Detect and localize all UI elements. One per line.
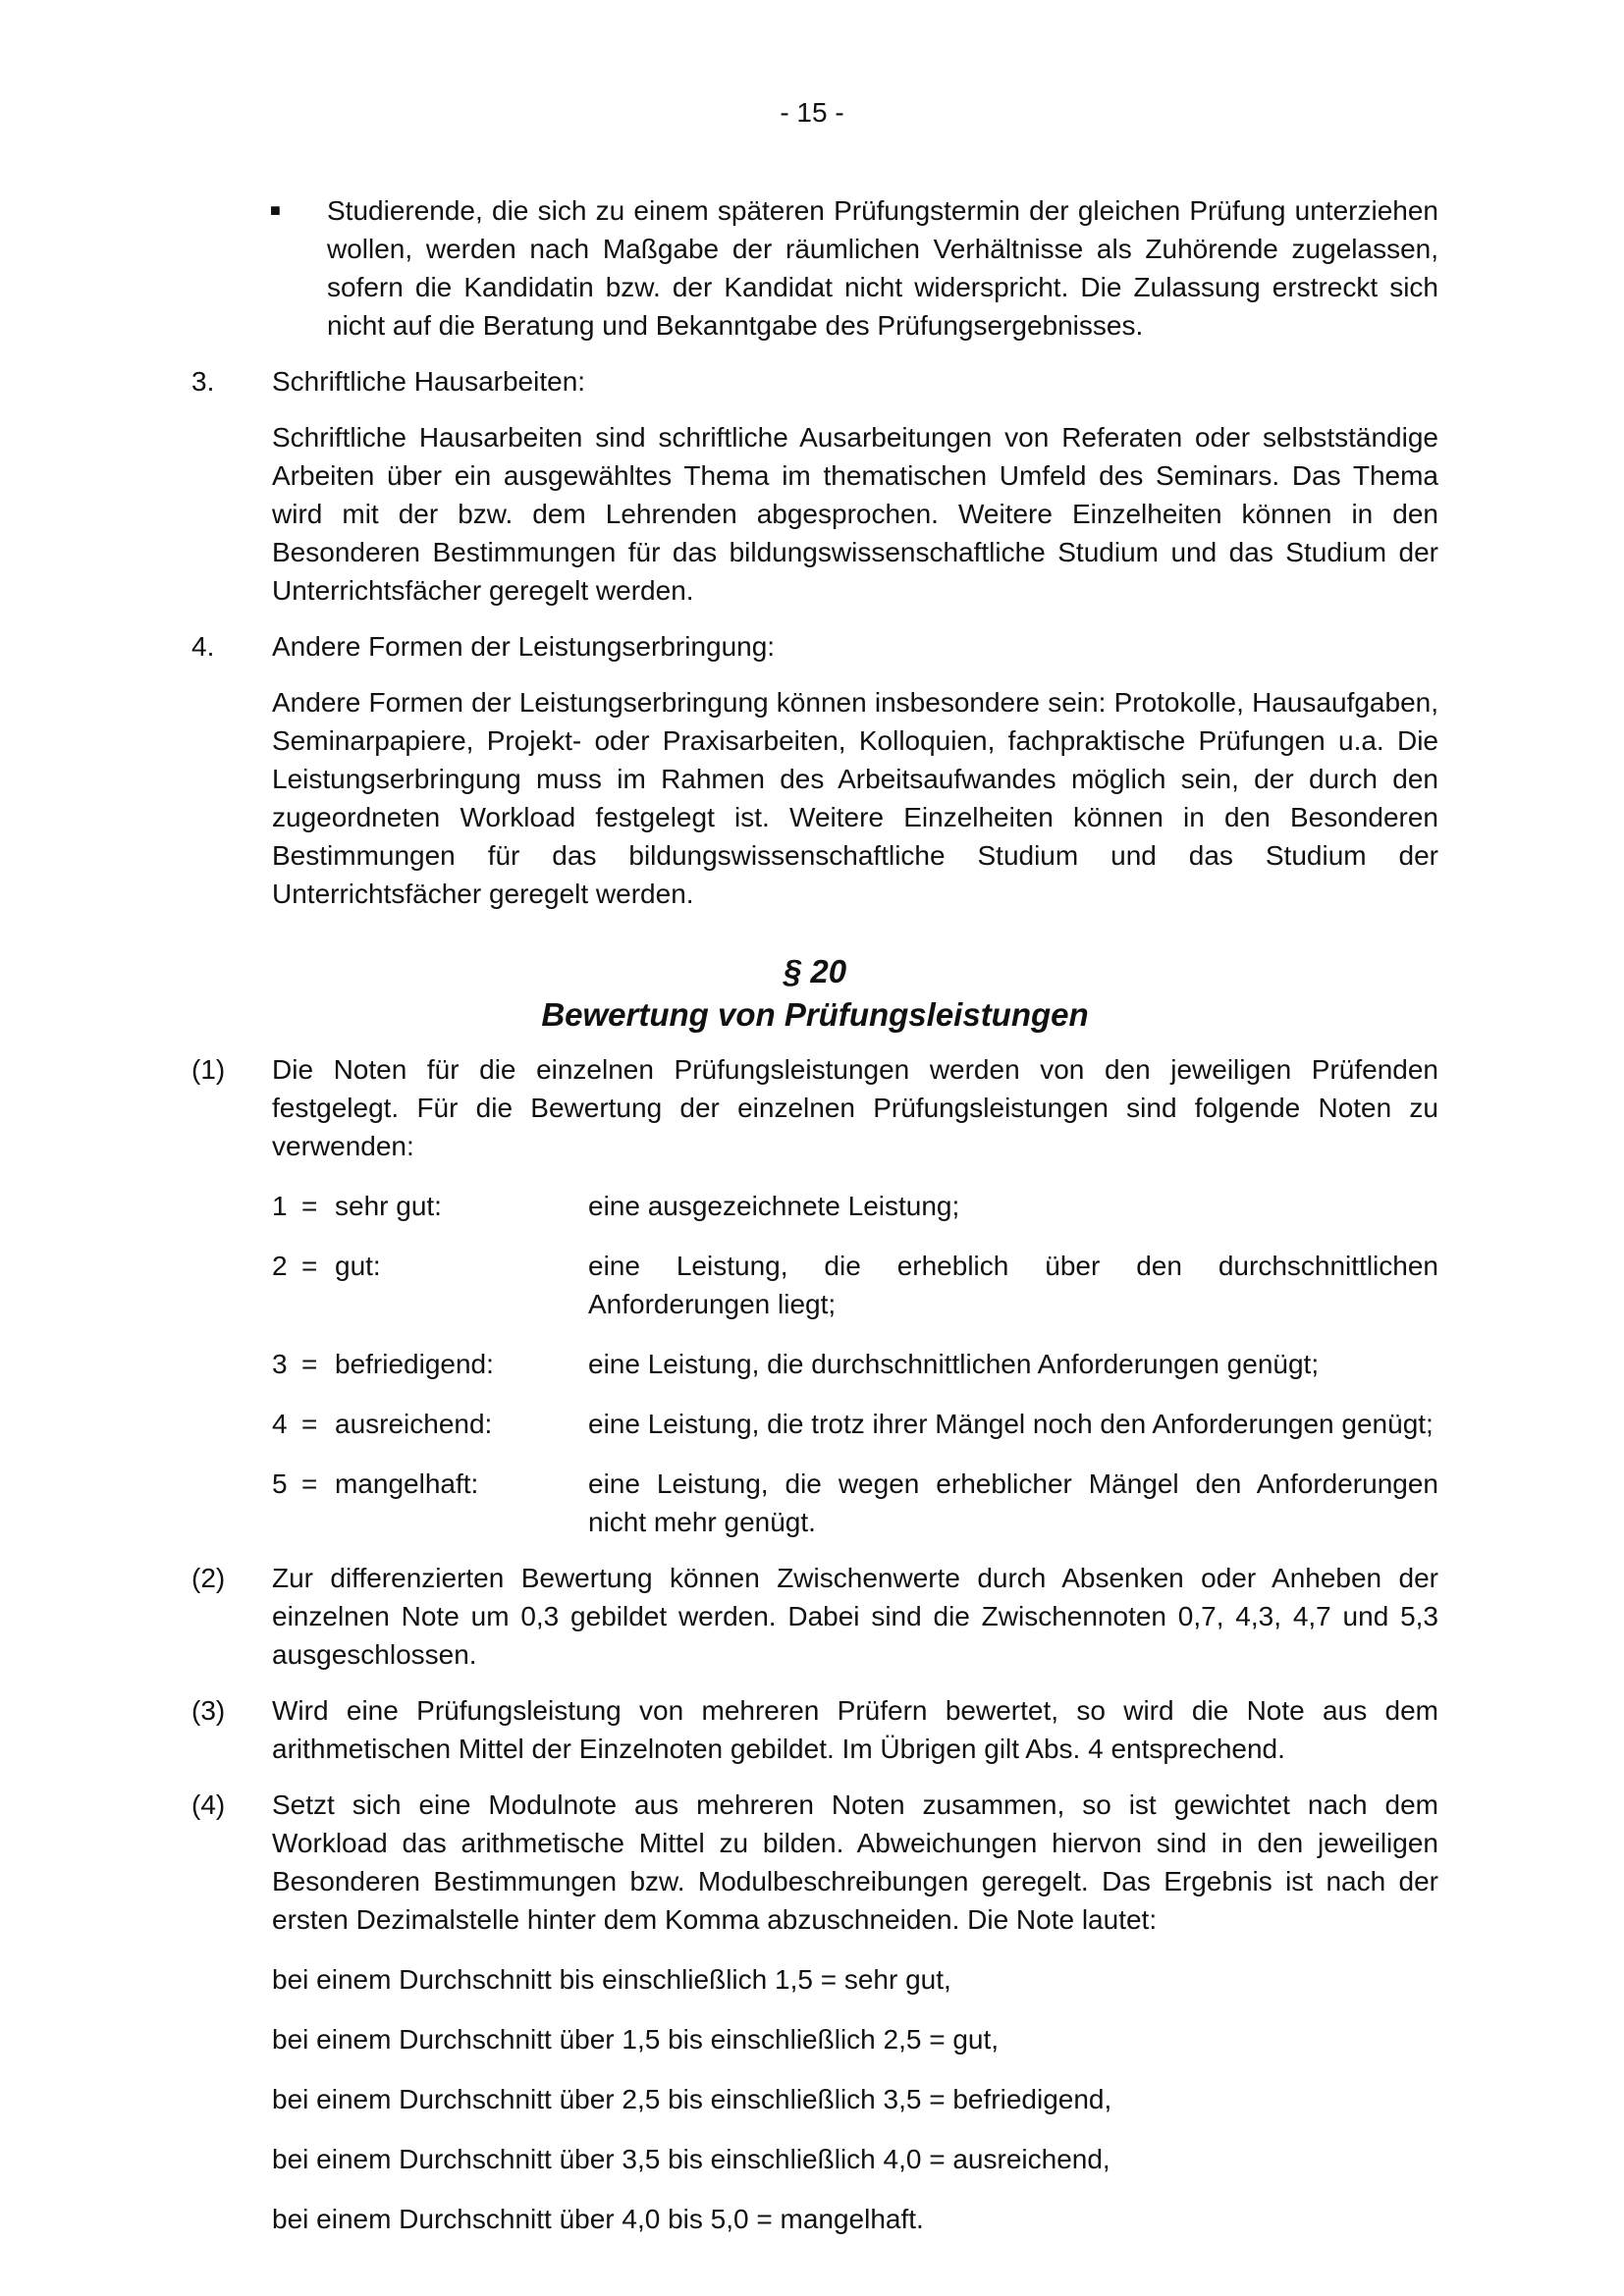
- average-rule-line: bei einem Durchschnitt über 3,5 bis einschließlich 4,0 = ausreichend,: [272, 2144, 1110, 2174]
- grade-row: [272, 1247, 1438, 1323]
- grade-equals: =: [301, 1409, 318, 1439]
- grade-list: [272, 1187, 1438, 1541]
- item-title: Schriftliche Hausarbeiten:: [272, 366, 586, 397]
- grade-equals: =: [301, 1349, 318, 1379]
- paragraph-3: [191, 1691, 1438, 1768]
- grade-name: ausreichend:: [335, 1409, 493, 1439]
- grade-description: eine Leistung, die wegen erheblicher Mängel den Anforderungen nicht mehr genügt.: [588, 1468, 1438, 1537]
- section-number: § 20: [783, 953, 847, 989]
- square-bullet-icon: ■: [270, 200, 281, 220]
- paragraph-2: [191, 1559, 1438, 1674]
- grade-equals: =: [301, 1251, 318, 1281]
- average-rule-line: bei einem Durchschnitt über 4,0 bis 5,0 = mangelhaft.: [272, 2204, 924, 2234]
- bullet-item: [191, 191, 1438, 345]
- item-3-body: [191, 418, 1438, 610]
- paragraph-number: (2): [191, 1563, 226, 1593]
- grade-number: 2: [272, 1251, 288, 1281]
- grade-number: 5: [272, 1468, 288, 1499]
- grade-row: [272, 1187, 1438, 1225]
- item-3-heading: [191, 362, 1438, 400]
- item-title: Andere Formen der Leistungserbringung:: [272, 631, 776, 662]
- average-rule-line: bei einem Durchschnitt über 2,5 bis einschließlich 3,5 = befriedigend,: [272, 2084, 1112, 2114]
- paragraph-text: Wird eine Prüfungsleistung von mehreren Prüfern bewertet, so wird die Note aus dem arithmetischen Mittel der Einzelnoten gebildet. Im Übrigen gilt Abs. 4 entsprechend.: [272, 1695, 1438, 1764]
- grade-name: gut:: [335, 1251, 381, 1281]
- paragraph-number: (1): [191, 1054, 226, 1085]
- bullet-text: Studierende, die sich zu einem späteren Prüfungstermin der gleichen Prüfung unterziehen wollen, werden nach Maßgabe der räumlichen Verhältnisse als Zuhörende zugelassen, sofern die Kandidatin bzw. der Kandidat nicht widerspricht. Die Zulassung erstreckt sich nicht auf die Beratung und Bekanntgabe des Prüfungsergebnisses.: [327, 195, 1438, 341]
- item-4-body: [191, 683, 1438, 913]
- paragraph-number: (4): [191, 1789, 226, 1820]
- grade-number: 1: [272, 1191, 288, 1221]
- average-rule-line: bei einem Durchschnitt bis einschließlich 1,5 = sehr gut,: [272, 1964, 951, 1995]
- item-text: Andere Formen der Leistungserbringung können insbesondere sein: Protokolle, Hausaufgaben, Seminarpapiere, Projekt- oder Praxisarbeiten, Kolloquien, fachpraktische Prüfungen u.a. Die Leistungserbringung muss im Rahmen des Arbeitsaufwandes möglich sein, der durch den zugeordneten Workload festgelegt ist. Weitere Einzelheiten können in den Besonderen Bestimmungen für das bildungswissenschaftliche Studium und das Studium der Unterrichtsfächer geregelt werden.: [272, 687, 1438, 909]
- paragraph-text: Setzt sich eine Modulnote aus mehreren Noten zusammen, so ist gewichtet nach dem Workload das arithmetische Mittel zu bilden. Abweichungen hiervon sind in den jeweiligen Besonderen Bestimmungen bzw. Modulbeschreibungen geregelt. Das Ergebnis ist nach der ersten Dezimalstelle hinter dem Komma abzuschneiden. Die Note lautet:: [272, 1789, 1438, 1935]
- item-4-heading: [191, 627, 1438, 666]
- section-heading: [191, 950, 1438, 1037]
- grade-description: eine Leistung, die erheblich über den durchschnittlichen Anforderungen liegt;: [588, 1251, 1438, 1319]
- average-rule-line: bei einem Durchschnitt über 1,5 bis einschließlich 2,5 = gut,: [272, 2024, 1000, 2055]
- section-title: Bewertung von Prüfungsleistungen: [541, 996, 1089, 1033]
- grade-description: eine ausgezeichnete Leistung;: [588, 1191, 960, 1221]
- grade-name: mangelhaft:: [335, 1468, 479, 1499]
- grade-equals: =: [301, 1468, 318, 1499]
- paragraph-number: (3): [191, 1695, 226, 1726]
- paragraph-text: Zur differenzierten Bewertung können Zwischenwerte durch Absenken oder Anheben der einzelnen Note um 0,3 gebildet werden. Dabei sind die Zwischennoten 0,7, 4,3, 4,7 und 5,3 ausgeschlossen.: [272, 1563, 1438, 1670]
- page-content: [191, 191, 1438, 2238]
- page-number: - 15 -: [780, 97, 844, 128]
- grade-number: 4: [272, 1409, 288, 1439]
- grade-description: eine Leistung, die durchschnittlichen Anforderungen genügt;: [588, 1349, 1320, 1379]
- grade-row: [272, 1405, 1438, 1443]
- grade-name: sehr gut:: [335, 1191, 442, 1221]
- item-text: Schriftliche Hausarbeiten sind schriftliche Ausarbeitungen von Referaten oder selbstständige Arbeiten über ein ausgewähltes Thema im thematischen Umfeld des Seminars. Das Thema wird mit der bzw. dem Lehrenden abgesprochen. Weitere Einzelheiten können in den Besonderen Bestimmungen für das bildungswissenschaftliche Studium und das Studium der Unterrichtsfächer geregelt werden.: [272, 422, 1438, 606]
- grade-number: 3: [272, 1349, 288, 1379]
- grade-equals: =: [301, 1191, 318, 1221]
- item-number: 4.: [191, 631, 215, 662]
- grade-row: [272, 1345, 1438, 1383]
- grade-description: eine Leistung, die trotz ihrer Mängel noch den Anforderungen genügt;: [588, 1409, 1434, 1439]
- paragraph-text: Die Noten für die einzelnen Prüfungsleistungen werden von den jeweiligen Prüfenden festgelegt. Für die Bewertung der einzelnen Prüfungsleistungen sind folgende Noten zu verwenden:: [272, 1054, 1438, 1161]
- item-number: 3.: [191, 366, 215, 397]
- grade-name: befriedigend:: [335, 1349, 494, 1379]
- grade-row: [272, 1465, 1438, 1541]
- paragraph-4: [191, 1786, 1438, 2238]
- paragraph-1: [191, 1050, 1438, 1541]
